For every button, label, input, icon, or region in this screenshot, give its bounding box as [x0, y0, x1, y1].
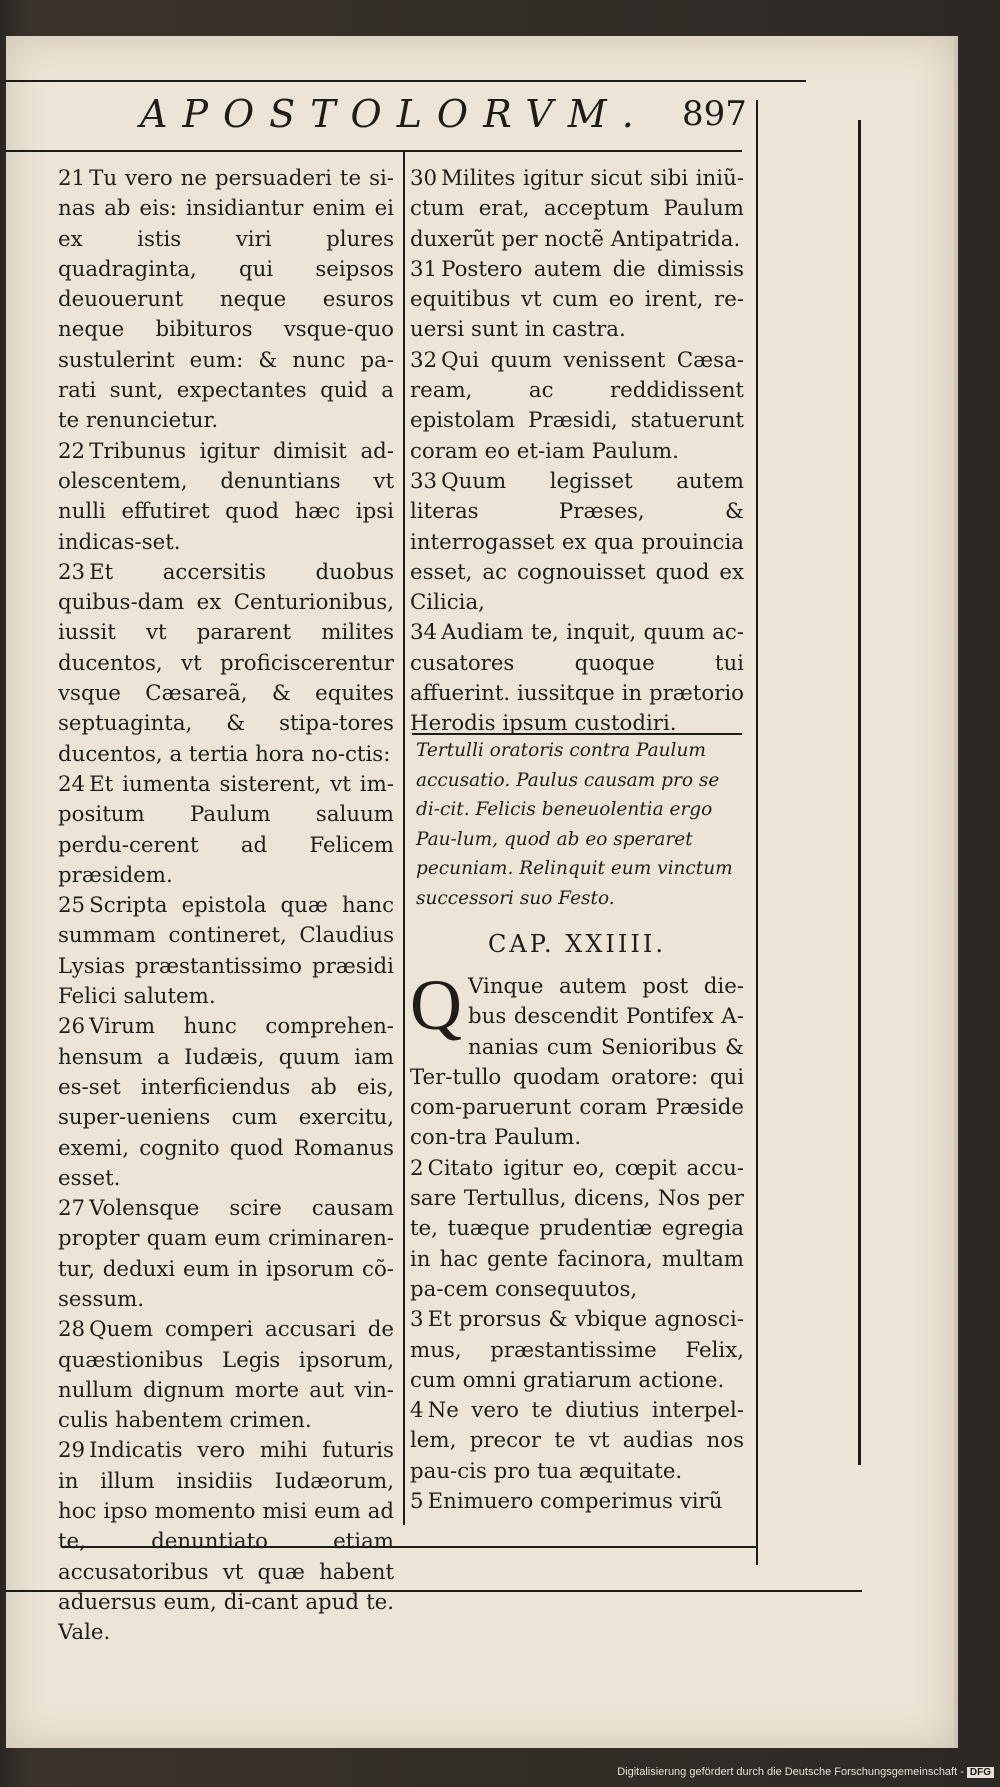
- verse-5: [410, 1487, 744, 1517]
- verse-number: 4: [410, 1398, 424, 1424]
- verse-30: [410, 164, 744, 255]
- verse-25: [58, 891, 394, 1012]
- chapter-summary: Tertulli oratoris contra Paulum accusatio. Paulus causam pro se di-cit. Felicis beneuolentia ergo Pau-lum, quod ab eo speraret pecuniam. Relinquit eum vinctum successori suo Festo.: [416, 740, 733, 909]
- verse-number: 2: [410, 1155, 424, 1181]
- verse-text: Milites igitur sicut sibi iniũ-ctum erat, acceptum Paulum duxerũt per noctẽ Antipatrida.: [410, 166, 744, 252]
- opening-text: Vinque autem post die-bus descendit Pontifex A-nanias cum Senioribus & Ter-tullo quodam oratore: qui com-paruerunt coram Præside con-tra Paulum.: [410, 974, 744, 1151]
- verse-22: [58, 437, 394, 558]
- credit-text: Digitalisierung gefördert durch die Deutsche Forschungsgemeinschaft -: [617, 1766, 964, 1778]
- verse-text: Virum hunc comprehen-hensum a Iudæis, quum iam es-set interficiendus ab eis, super-ueniens cum exercitu, exemi, cognito quod Romanus esset.: [58, 1014, 394, 1191]
- verse-number: 5: [410, 1489, 424, 1515]
- verse-number: 31: [410, 256, 438, 282]
- verse-4: [410, 1396, 744, 1487]
- verse-number: 3: [410, 1307, 424, 1333]
- page-number: 897: [682, 94, 747, 134]
- verse-number: 23: [58, 559, 86, 585]
- verse-21: [58, 164, 394, 437]
- verse-text: Quem comperi accusari de quæstionibus Legis ipsorum, nullum dignum morte aut vin-culis habentem crimen.: [58, 1317, 394, 1434]
- verse-number: 22: [58, 438, 86, 464]
- verse-3: [410, 1305, 744, 1396]
- verse-text: Audiam te, inquit, quum ac-cusatores quoque tui affuerint. iussitque in prætorio Herodis ipsum custodiri.: [410, 620, 744, 737]
- drop-cap: Q: [410, 965, 462, 1045]
- verse-2: [410, 1154, 744, 1305]
- verse-number: 25: [58, 893, 86, 919]
- verse-number: 30: [410, 166, 438, 191]
- verse-26: [58, 1012, 394, 1194]
- outer-right-rule: [858, 120, 861, 1465]
- verse-31: [410, 255, 744, 346]
- running-title: APOSTOLORVM.: [140, 92, 649, 136]
- chapter-opening: [410, 965, 744, 1154]
- verse-text: Et iumenta sisterent, vt im-positum Paulum saluum perdu-cerent ad Felicem præsidem.: [58, 771, 394, 888]
- verse-text: Ne vero te diutius interpel-lem, precor te vt audias nos pau-cis pro tua æquitate.: [410, 1398, 744, 1484]
- verse-text: Quum legisset autem literas Præses, & interrogasset ex qua prouincia esset, ac cognouisset quod ex Cilicia,: [410, 468, 744, 616]
- verse-text: Citato igitur eo, cœpit accu-sare Tertullus, dicens, Nos per te, tuæque prudentiæ egregia in hac gente facinora, multam pa-cem consequutos,: [410, 1155, 744, 1302]
- header-top-rule: [6, 80, 806, 82]
- verse-text: Postero autem die dimissis equitibus vt cum eo irent, re-uersi sunt in castra.: [410, 256, 744, 343]
- verse-text: Qui quum venissent Cæsa-ream, ac reddidissent epistolam Præsidi, statuerunt coram eo et-iam Paulum.: [410, 347, 744, 464]
- digitization-credit: [617, 1766, 994, 1778]
- column-divider: [403, 150, 405, 1525]
- left-text-column: [58, 164, 394, 1649]
- verse-text: Indicatis vero mihi futuris in illum insidiis Iudæorum, hoc ipso momento misi eum ad te, denuntiato etiam accusatoribus vt quæ habent aduersus eum, di-cant apud te. Vale.: [58, 1438, 394, 1646]
- verse-number: 26: [58, 1014, 86, 1040]
- verse-32: [410, 346, 744, 467]
- verse-27: [58, 1194, 394, 1315]
- verse-number: 21: [58, 166, 86, 191]
- verse-28: [58, 1315, 394, 1436]
- verse-29: [58, 1436, 394, 1648]
- verse-number: 34: [410, 620, 438, 646]
- verse-number: 29: [58, 1438, 86, 1464]
- verse-number: 28: [58, 1317, 86, 1343]
- verse-number: 27: [58, 1196, 86, 1222]
- verse-number: 32: [410, 347, 438, 373]
- chapter-heading: CAP. XXIIII.: [488, 930, 666, 958]
- verse-24: [58, 770, 394, 891]
- verse-23: [58, 558, 394, 770]
- verse-text: Tu vero ne persuaderi te si-nas ab eis: insidiantur enim ei ex istis viri plures quadraginta, qui seipsos deuouerunt neque esuros neque bibituros vsque-quo sustulerint eum: & nunc pa-rati sunt, expectantes quid a te renuncietur.: [58, 166, 394, 434]
- verse-number: 24: [58, 771, 86, 797]
- right-text-column-bottom: [410, 965, 744, 1517]
- dfg-logo: DFG: [967, 1767, 994, 1778]
- verse-33: [410, 467, 744, 618]
- verse-text: Enimuero comperimus virũ: [427, 1489, 723, 1515]
- verse-text: Et accersitis duobus quibus-dam ex Centurionibus, iussit vt pararent milites ducentos, vt proficiscerentur vsque Cæsareã, & equites septuaginta, & stipa-tores ducentos, a tertia hora no-ctis:: [58, 559, 394, 767]
- verse-text: Et prorsus & vbique agnosci-mus, præstantissime Felix, cum omni gratiarum actione.: [410, 1307, 744, 1393]
- verse-text: Tribunus igitur dimisit ad-olescentem, denuntians vt nulli effutiret quod hæc ipsi indicas-set.: [58, 438, 394, 555]
- right-text-column-top: [410, 164, 744, 740]
- verse-text: Scripta epistola quæ hanc summam contineret, Claudius Lysias præstantissimo præsidi Felici salutem.: [58, 893, 394, 1010]
- verse-34: [410, 618, 744, 739]
- right-frame-rule: [756, 100, 758, 1565]
- verse-text: Volensque scire causam propter quam eum criminaren-tur, deduxi eum in ipsorum cõ-sessum.: [58, 1196, 394, 1312]
- verse-number: 33: [410, 468, 438, 494]
- header-bottom-rule: [6, 150, 742, 152]
